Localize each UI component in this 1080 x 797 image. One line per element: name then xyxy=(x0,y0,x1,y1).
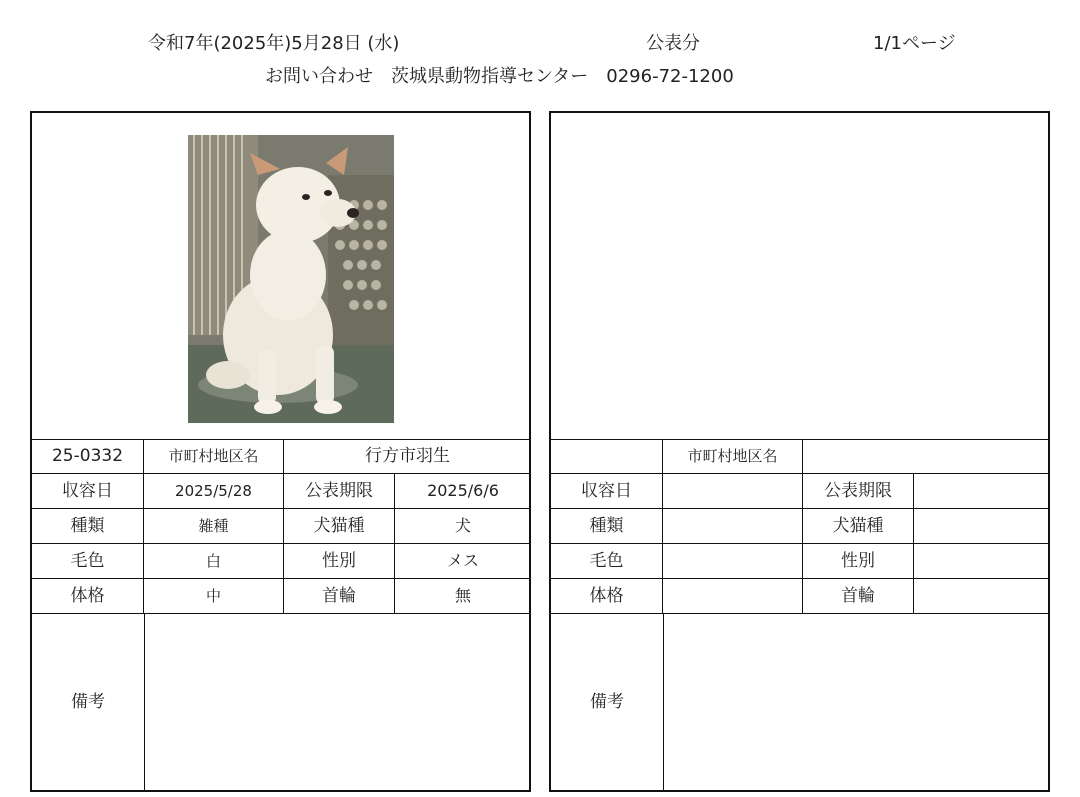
photo-area xyxy=(32,113,529,440)
size-value: 中 xyxy=(144,579,284,613)
size-value xyxy=(663,579,803,613)
dog-photo xyxy=(188,135,394,423)
intake-value: 2025/5/28 xyxy=(144,474,284,508)
color-label: 毛色 xyxy=(551,544,663,578)
collar-value xyxy=(914,579,1050,613)
remarks-row xyxy=(32,614,529,790)
header-publication: 公表分 xyxy=(646,33,700,54)
breed-label: 種類 xyxy=(551,509,663,543)
header-date: 令和7年(2025年)5月28日 (水) xyxy=(148,33,400,54)
size-label: 体格 xyxy=(551,579,663,613)
period-label: 公表期限 xyxy=(803,474,914,508)
collar-label: 首輪 xyxy=(284,579,395,613)
color-value: 白 xyxy=(144,544,284,578)
table-row xyxy=(551,579,1048,614)
table-row xyxy=(551,509,1048,544)
header-page-number: 1/1ページ xyxy=(873,33,956,54)
color-label: 毛色 xyxy=(32,544,144,578)
header-contact: お問い合わせ 茨城県動物指導センター 0296-72-1200 xyxy=(265,66,734,87)
color-value xyxy=(663,544,803,578)
size-label: 体格 xyxy=(32,579,144,613)
animal-id xyxy=(551,439,663,473)
period-label: 公表期限 xyxy=(284,474,395,508)
intake-label: 収容日 xyxy=(32,474,144,508)
intake-label: 収容日 xyxy=(551,474,663,508)
period-value xyxy=(914,474,1050,508)
breed-value: 雑種 xyxy=(144,509,284,543)
table-row xyxy=(32,509,529,544)
sex-label: 性別 xyxy=(284,544,395,578)
sex-value: メス xyxy=(446,551,479,570)
area-label: 市町村地区名 xyxy=(663,439,803,473)
species-label: 犬猫種 xyxy=(284,509,395,543)
remarks-row xyxy=(551,614,1048,790)
collar-label: 首輪 xyxy=(803,579,914,613)
period-value: 2025/6/6 xyxy=(427,481,499,500)
table-row xyxy=(551,474,1048,509)
area-label: 市町村地区名 xyxy=(144,439,284,473)
table-row xyxy=(551,439,1048,474)
remarks-label: 備考 xyxy=(32,614,145,790)
species-value xyxy=(914,509,1050,543)
table-row xyxy=(32,474,529,509)
area-value: 行方市羽生 xyxy=(365,446,450,466)
breed-label: 種類 xyxy=(32,509,144,543)
species-value: 犬 xyxy=(454,516,471,535)
species-label: 犬猫種 xyxy=(803,509,914,543)
area-value xyxy=(803,439,1050,473)
animal-id: 25-0332 xyxy=(32,439,144,473)
breed-value xyxy=(663,509,803,543)
table-row xyxy=(32,439,529,474)
intake-value xyxy=(663,474,803,508)
table-row xyxy=(32,544,529,579)
table-row xyxy=(32,579,529,614)
remarks-label: 備考 xyxy=(551,614,664,790)
collar-value: 無 xyxy=(454,586,471,605)
table-row xyxy=(551,544,1048,579)
animal-card-right xyxy=(549,111,1050,792)
animal-card-left xyxy=(30,111,531,792)
photo-area-empty xyxy=(551,113,1048,440)
sex-label: 性別 xyxy=(803,544,914,578)
sex-value xyxy=(914,544,1050,578)
